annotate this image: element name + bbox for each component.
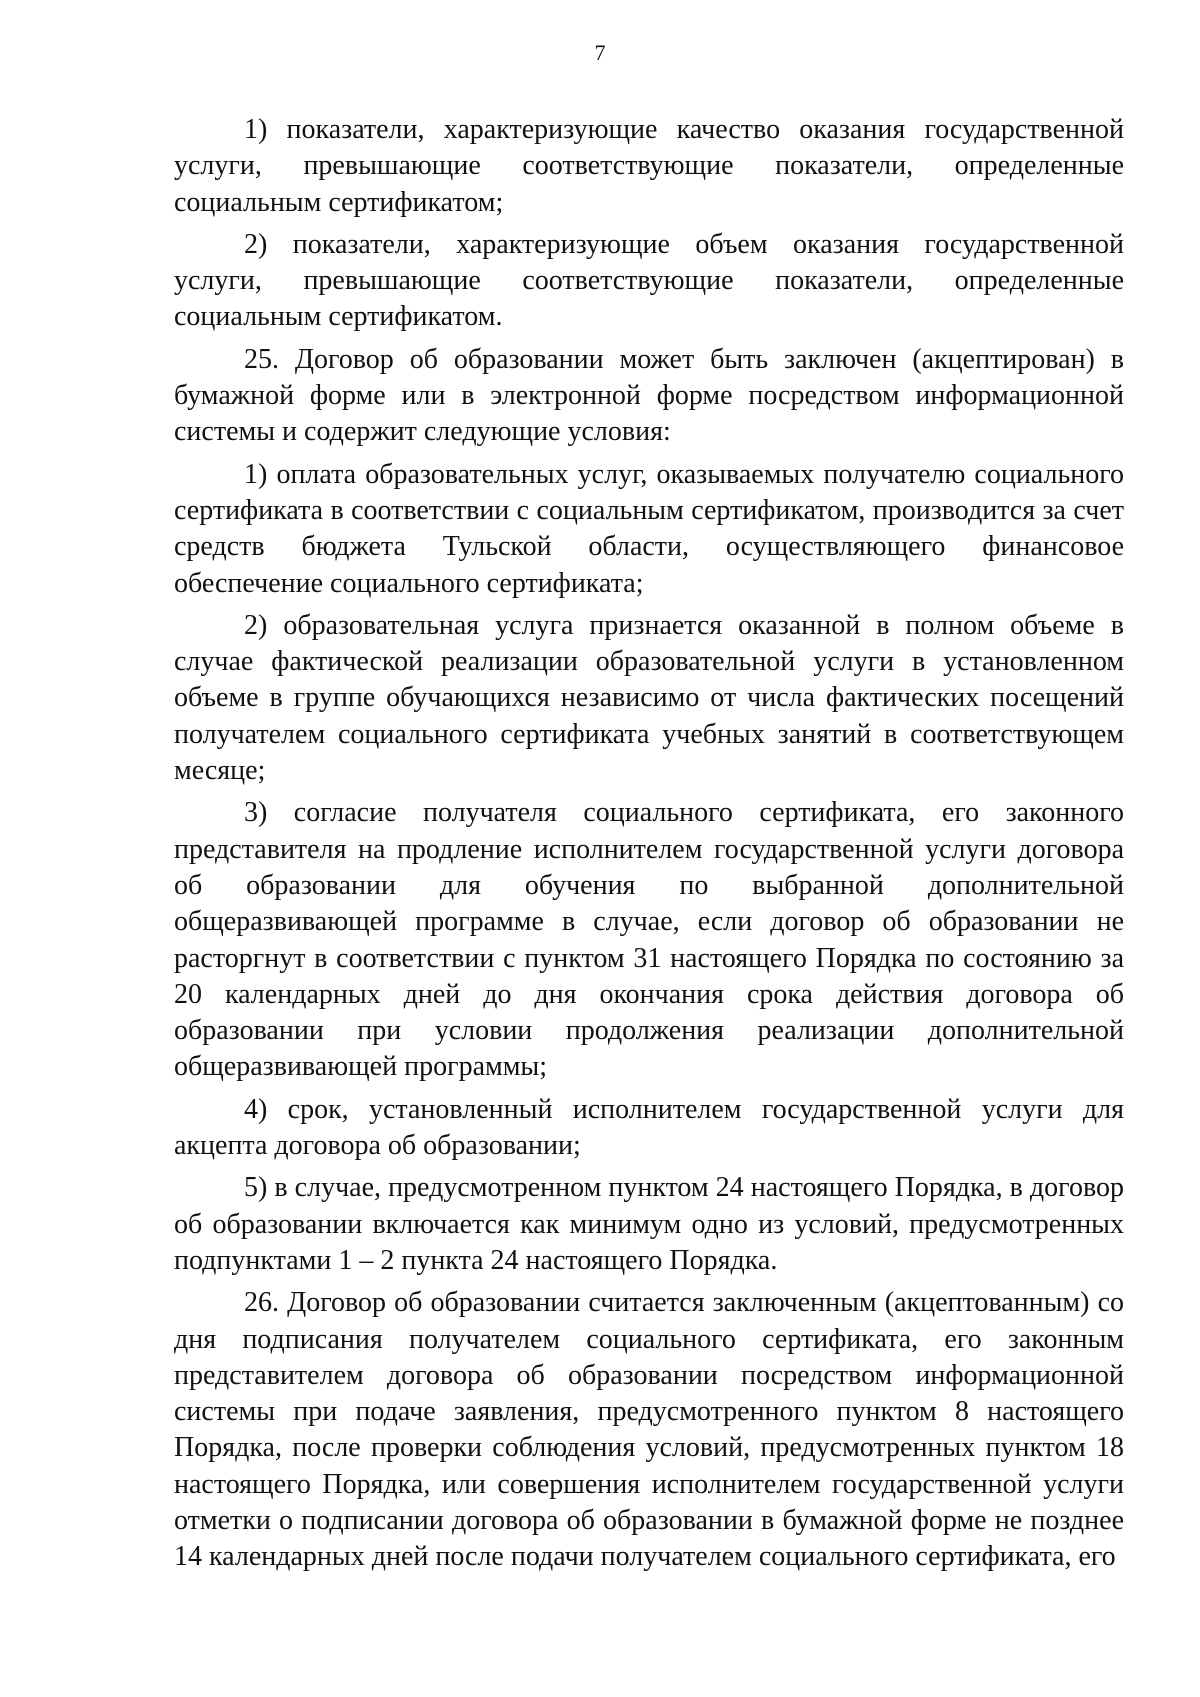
paragraph-24-1: 1) показатели, характеризующие качество оказания государственной услуги, превышающие соответствующие показатели, определенные социальным сертификатом; bbox=[174, 114, 1124, 218]
paragraph-25-2: 2) образовательная услуга признается оказанной в полном объеме в случае фактической реализации образовательной услуги в установленном объеме в группе обучающихся независимо от числа фактических посещений получателем социального сертификата учебных занятий в соответствующем месяце; bbox=[174, 609, 1124, 787]
paragraph-25-4: 4) срок, установленный исполнителем государственной услуги для акцепта договора об образовании; bbox=[174, 1093, 1124, 1162]
paragraph-25-1: 1) оплата образовательных услуг, оказываемых получателю социального сертификата в соответствии с социальным сертификатом, производится за счет средств бюджета Тульской области, осуществляющего финансовое обеспечение социального сертификата; bbox=[174, 458, 1124, 599]
paragraph-26: 26. Договор об образовании считается заключенным (акцептованным) со дня подписания получателем социального сертификата, его законным представителем договора об образовании посредством информационной системы при подаче заявления, предусмотренного пунктом 8 настоящего Порядка, после проверки соблюдения условий, предусмотренных пунктом 18 настоящего Порядка, или совершения исполнителем государственной услуги отметки о подписании договора об образовании в бумажной форме не позднее 14 календарных дней после подачи получателем социального сертификата, его bbox=[174, 1287, 1124, 1573]
document-body bbox=[174, 112, 1124, 1582]
paragraph-24-2: 2) показатели, характеризующие объем оказания государственной услуги, превышающие соответствующие показатели, определенные социальным сертификатом. bbox=[174, 228, 1124, 333]
paragraph-25-5: 5) в случае, предусмотренном пунктом 24 настоящего Порядка, в договор об образовании включается как минимум одно из условий, предусмотренных подпунктами 1 – 2 пункта 24 настоящего Порядка. bbox=[174, 1172, 1124, 1276]
page-number: 7 bbox=[594, 40, 606, 65]
paragraph-25-3: 3) согласие получателя социального сертификата, его законного представителя на продление исполнителем государственной услуги договора об образовании для обучения по выбранной дополнительной общеразвивающей программе в случае, если договор об образовании не расторгнут в соответствии с пунктом 31 настоящего Порядка по состоянию за 20 календарных дней до дня окончания срока действия договора об образовании при условии продолжения реализации дополнительной общеразвивающей программы; bbox=[174, 797, 1124, 1083]
paragraph-25: 25. Договор об образовании может быть заключен (акцептирован) в бумажной форме или в электронной форме посредством информационной системы и содержит следующие условия: bbox=[174, 343, 1124, 448]
